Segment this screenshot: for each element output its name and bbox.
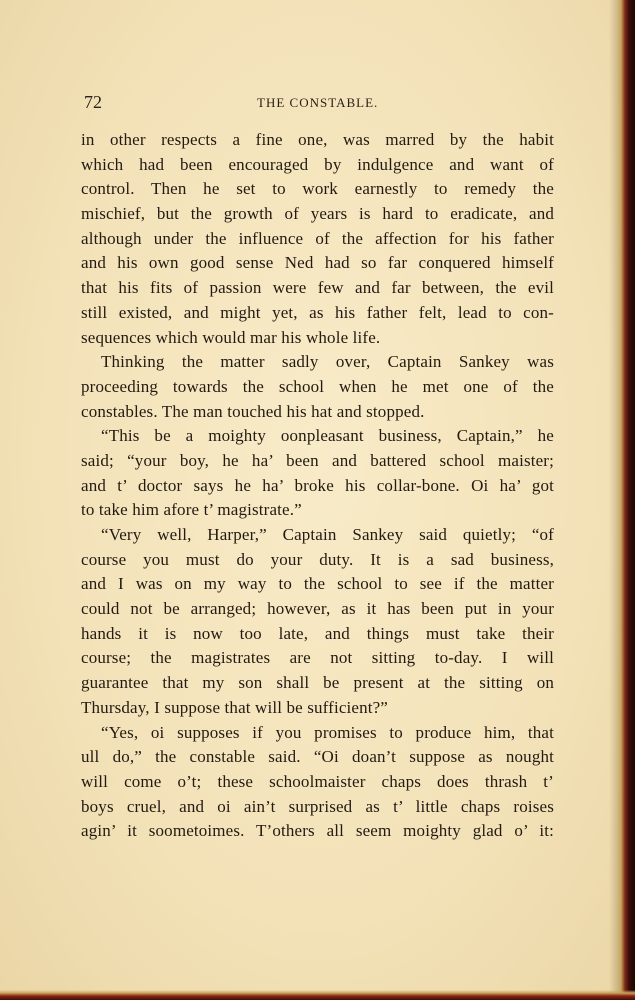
book-spine-edge xyxy=(609,0,635,1000)
text-line: said; “your boy, he ha’ been and battered school maister; xyxy=(81,450,554,470)
text-line: Thursday, I suppose that will be sufficient?” xyxy=(81,697,389,717)
running-head xyxy=(84,92,554,112)
text-line: “This be a moighty oonpleasant business, Captain,” he xyxy=(101,426,554,446)
text-line: which had been encouraged by indulgence and want of xyxy=(81,154,554,174)
text-line: hands it is now too late, and things must take their xyxy=(81,623,554,643)
text-line: course; the magistrates are not sitting to-day. I will xyxy=(81,648,554,668)
text-line: guarantee that my son shall be present at the sitting on xyxy=(81,673,554,693)
page-bottom-edge xyxy=(0,990,635,1000)
text-line: could not be arranged; however, as it has been put in your xyxy=(81,599,554,619)
text-line: although under the influence of the affection for his father xyxy=(81,228,554,248)
body-text xyxy=(81,128,554,844)
text-line: “Very well, Harper,” Captain Sankey said quietly; “of xyxy=(101,525,554,544)
text-line: and his own good sense Ned had so far conquered himself xyxy=(81,253,554,273)
text-line: and t’ doctor says he ha’ broke his collar-bone. Oi ha’ got xyxy=(81,475,554,495)
text-line: Thinking the matter sadly over, Captain Sankey was xyxy=(101,352,554,372)
text-line: that his fits of passion were few and far between, the evil xyxy=(81,278,554,298)
text-line: in other respects a fine one, was marred by the habit xyxy=(81,130,554,149)
text-line: ull do,” the constable said. “Oi doan’t suppose as nought xyxy=(81,747,554,767)
text-line: “Yes, oi supposes if you promises to produce him, that xyxy=(101,722,554,742)
text-line: course you must do your duty. It is a sad business, xyxy=(81,549,554,569)
text-line: control. Then he set to work earnestly to remedy the xyxy=(81,179,554,199)
text-line: agin’ it soometoimes. T’others all seem moighty glad o’ it: xyxy=(81,821,554,841)
text-line: constables. The man touched his hat and stopped. xyxy=(81,401,425,421)
text-line: sequences which would mar his whole life. xyxy=(81,327,381,347)
text-line: boys cruel, and oi ain’t surprised as t’ little chaps roises xyxy=(81,796,554,816)
text-line: proceeding towards the school when he met one of the xyxy=(81,376,554,396)
text-line: mischief, but the growth of years is hard to eradicate, and xyxy=(81,204,554,224)
text-line: still existed, and might yet, as his father felt, lead to con- xyxy=(81,302,554,322)
running-title: THE CONSTABLE. xyxy=(257,95,379,110)
text-line: will come o’t; these schoolmaister chaps does thrash t’ xyxy=(81,771,554,791)
page-number: 72 xyxy=(84,92,102,112)
text-line: and I was on my way to the school to see if the matter xyxy=(81,574,554,594)
text-line: to take him afore t’ magistrate.” xyxy=(81,500,302,520)
